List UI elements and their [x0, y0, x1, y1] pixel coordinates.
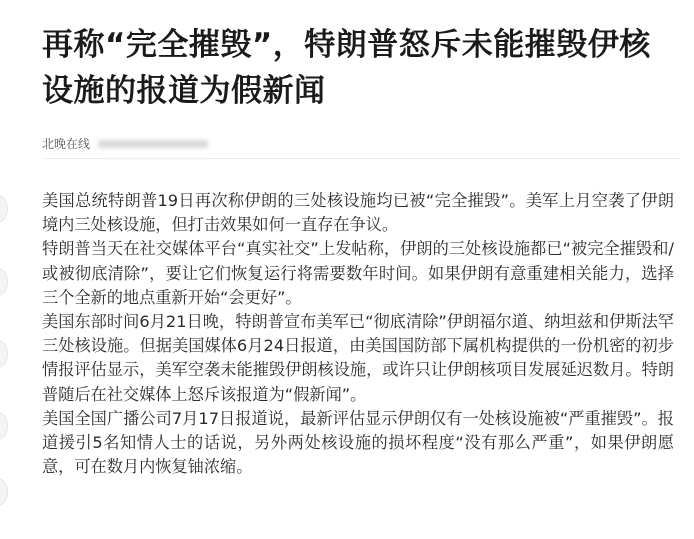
side-widget-edge[interactable]	[0, 478, 8, 506]
article-paragraph: 美国东部时间6月21日晚，特朗普宣布美军已“彻底清除”伊朗福尔道、纳坦兹和伊斯法罕三处核设施。但据美国媒体6月24日报道，由美国国防部下属机构提供的一份机密的初步情报评估显示，美军空袭未能摧毁伊朗核设施，或许只让伊朗核项目发展延迟数月。特朗普随后在社交媒体上怒斥该报道为“假新闻”。	[42, 312, 674, 404]
article-body	[42, 189, 674, 479]
article-paragraph: 美国全国广播公司7月17日报道说，最新评估显示伊朗仅有一处核设施被“严重摧毁”。报道援引5名知情人士的话说，另外两处核设施的损坏程度“没有那么严重”，如果伊朗愿意，可在数月内恢复铀浓缩。	[42, 408, 674, 477]
header-divider	[42, 158, 680, 159]
blurred-author-info	[98, 140, 208, 148]
article-title: 再称“完全摧毁”，特朗普怒斥未能摧毁伊核设施的报道为假新闻	[42, 27, 651, 109]
article-meta	[42, 136, 208, 152]
side-widget-edge[interactable]	[0, 340, 8, 368]
side-widget-edge[interactable]	[0, 412, 8, 440]
side-widget-edge[interactable]	[0, 195, 8, 223]
side-widget-edge[interactable]	[0, 268, 8, 296]
article-paragraph: 特朗普当天在社交媒体平台“真实社交”上发帖称，伊朗的三处核设施都已“被完全摧毁和/或被彻底清除”，要让它们恢复运行将需要数年时间。如果伊朗有意重建相关能力，选择三个全新的地点重新开始“会更好”。	[42, 239, 674, 307]
article-paragraph: 美国总统特朗普19日再次称伊朗的三处核设施均已被“完全摧毁”。美军上月空袭了伊朗境内三处核设施，但打击效果如何一直存在争议。	[42, 191, 674, 235]
source-name[interactable]: 北晚在线	[42, 137, 91, 151]
